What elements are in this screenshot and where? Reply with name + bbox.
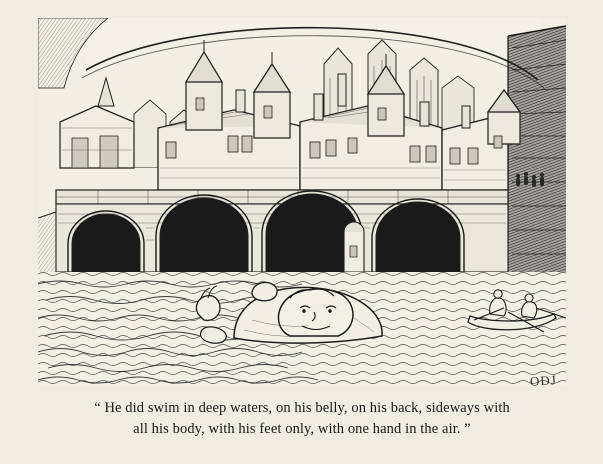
caption-line-1: “ He did swim in deep waters, on his belly, on his back, sideways with bbox=[94, 400, 510, 416]
engraving-illustration bbox=[38, 18, 566, 386]
caption-line-2: all his body, with his feet only, with one hand in the air. ” bbox=[133, 420, 471, 437]
caption bbox=[40, 398, 564, 439]
artist-monogram: ODJ bbox=[529, 372, 558, 389]
illustration-plate bbox=[38, 18, 566, 389]
